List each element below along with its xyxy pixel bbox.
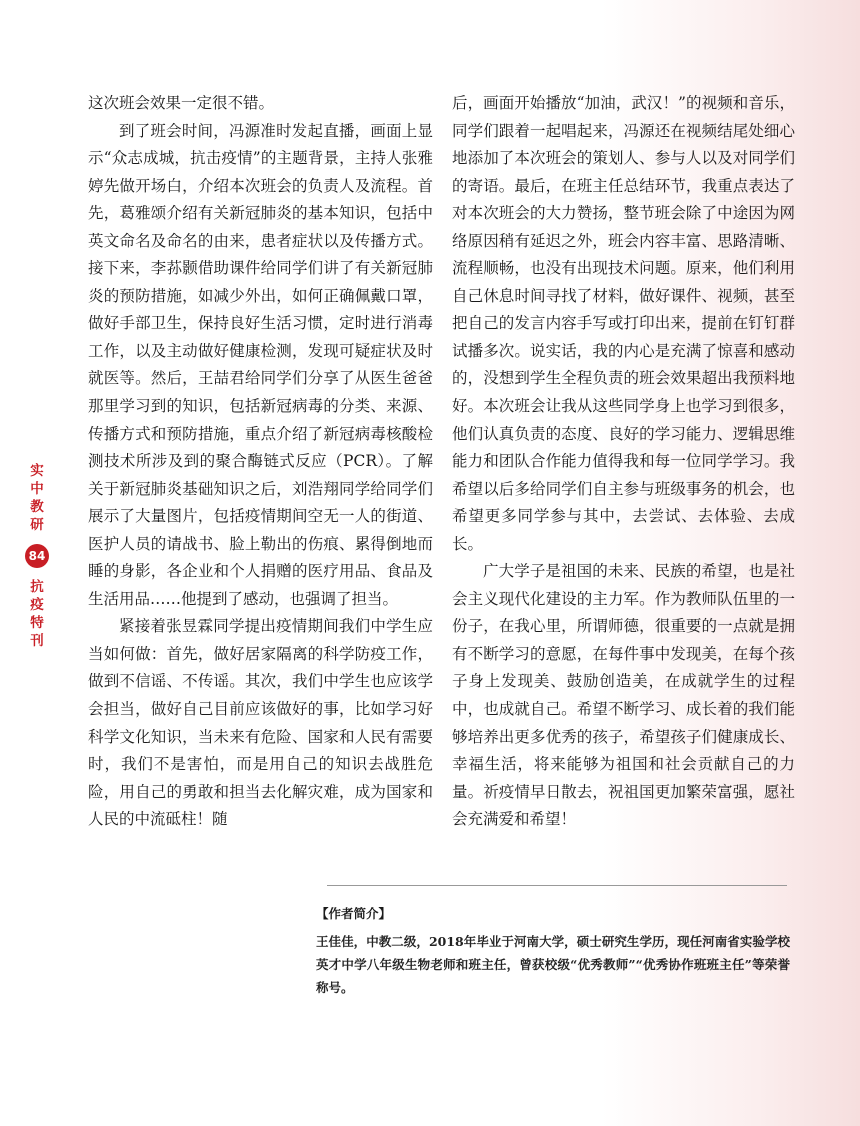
article-paragraph: 紧接着张昱霖同学提出疫情期间我们中学生应当如何做：首先，做好居家隔离的科学防疫工作，做到不信谣、不传谣。其次，我们中学生也应该学会担当，做好自己目前应该做好的事，比如学习好科学文化知识，当未来有危险、国家和人民有需要时，我们不是害怕，而是用自己的知识去战胜危险，用自己的勇敢和担当去化解灾难，成为国家和人民的中流砥柱！随	[88, 617, 433, 829]
article-paragraph: 广大学子是祖国的未来、民族的希望，也是社会主义现代化建设的主力军。作为教师队伍里的一份子，在我心里，所谓师德，很重要的一点就是拥有不断学习的意愿，在每件事中发现美，在每个孩子身上发现美、鼓励创造美，在成就学生的过程中，也成就自己。希望不断学习、成长着的我们能够培养出更多优秀的孩子，希望孩子们健康成长、幸福生活，将来能够为祖国和社会贡献自己的力量。祈疫情早日散去，祝祖国更加繁荣富强，愿社会充满爱和希望！	[452, 562, 795, 829]
author-bio	[316, 904, 790, 999]
article-left-column	[88, 90, 433, 834]
article-paragraph: 这次班会效果一定很不错。	[88, 94, 275, 112]
special-issue-label: 抗疫特刊	[30, 579, 44, 649]
article-paragraph: 后，画面开始播放“加油，武汉！”的视频和音乐，同学们跟着一起唱起来，冯源还在视频结尾处细心地添加了本次班会的策划人、参与人以及对同学们的寄语。最后，在班主任总结环节，我重点表达了对本次班会的大力赞扬，整节班会除了中途因为网络原因稍有延迟之外，班会内容丰富、思路清晰、流程顺畅，也没有出现技术问题。原来，他们利用自己休息时间寻找了材料，做好课件、视频，甚至把自己的发言内容手写或打印出来，提前在钉钉群试播多次。说实话，我的内心是充满了惊喜和感动的，没想到学生全程负责的班会效果超出我预料地好。本次班会让我从这些同学身上也学习到很多，他们认真负责的态度、良好的学习能力、逻辑思维能力和团队合作能力值得我和每一位同学学习。我希望以后多给同学们自主参与班级事务的机会，也希望更多同学参与其中，去尝试、去体验、去成长。	[452, 94, 795, 553]
author-bio-text: 王佳佳，中教二级，2018年毕业于河南大学，硕士研究生学历，现任河南省实验学校英才中学八年级生物老师和班主任，曾获校级“优秀教师”“优秀协作班班主任”等荣誉称号。	[316, 934, 790, 995]
article-right-column	[452, 90, 795, 834]
page-number-badge: 84	[25, 544, 49, 568]
author-bio-title: 【作者简介】	[316, 906, 392, 921]
side-margin-label	[20, 462, 54, 650]
section-label: 实中教研	[30, 463, 44, 533]
bio-divider	[327, 885, 787, 886]
article-paragraph: 到了班会时间，冯源准时发起直播，画面上显示“众志成城，抗击疫情”的主题背景，主持人张雅婷先做开场白，介绍本次班会的负责人及流程。首先，葛雅颂介绍有关新冠肺炎的基本知识，包括中英文命名及命名的由来，患者症状以及传播方式。接下来，李荪颢借助课件给同学们讲了有关新冠肺炎的预防措施，如减少外出，如何正确佩戴口罩，做好手部卫生，保持良好生活习惯，定时进行消毒工作，以及主动做好健康检测，发现可疑症状及时就医等。然后，王喆君给同学们分享了从医生爸爸那里学习到的知识，包括新冠病毒的分类、来源、传播方式和预防措施，重点介绍了新冠病毒核酸检测技术所涉及到的聚合酶链式反应（PCR）。了解关于新冠肺炎基础知识之后，刘浩翔同学给同学们展示了大量图片，包括疫情期间空无一人的街道、医护人员的请战书、脸上勒出的伤痕、累得倒地而睡的身影，各企业和个人捐赠的医疗用品、食品及生活用品……他提到了感动，也强调了担当。	[88, 121, 433, 608]
